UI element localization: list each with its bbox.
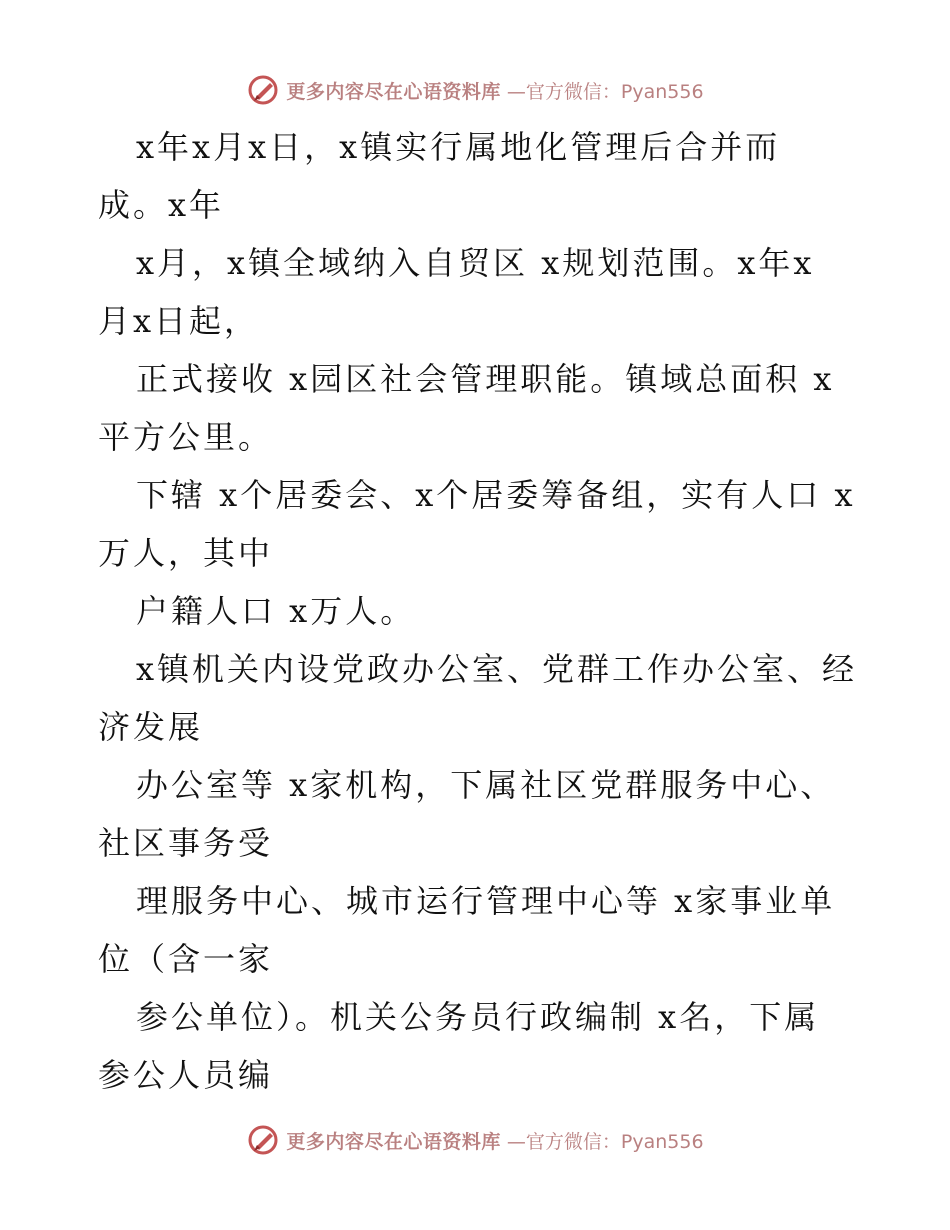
- text-line: x镇机关内设党政办公室、党群工作办公室、经: [136, 650, 858, 688]
- text-line: 办公室等 x家机构，下属社区党群服务中心、: [136, 766, 836, 804]
- text-line: 成。x年: [98, 186, 225, 224]
- pen-logo-icon: [246, 1123, 280, 1157]
- text-line: 社区事务受: [98, 824, 274, 862]
- text-line: 万人，其中: [98, 534, 274, 572]
- document-body: [98, 118, 858, 1104]
- text-line: 户籍人口 x万人。: [136, 592, 416, 630]
- text-line: 正式接收 x园区社会管理职能。镇域总面积 x: [136, 360, 835, 398]
- text-line: 济发展: [98, 708, 204, 746]
- pen-logo-icon: [246, 73, 280, 107]
- text-line: 下辖 x个居委会、x个居委筹备组，实有人口 x: [136, 476, 856, 514]
- watermark-brand: 更多内容尽在心语资料库: [286, 1130, 501, 1153]
- watermark-wechat: —官方微信：Pyan556: [506, 80, 704, 103]
- text-line: 位（含一家: [98, 940, 274, 978]
- text-line: x月，x镇全域纳入自贸区 x规划范围。x年x: [136, 244, 815, 282]
- watermark-wechat: —官方微信：Pyan556: [506, 1130, 704, 1153]
- text-line: 理服务中心、城市运行管理中心等 x家事业单: [136, 882, 836, 920]
- text-line: 参公人员编: [98, 1056, 274, 1094]
- text-line: 参公单位）。机关公务员行政编制 x名，下属: [136, 998, 820, 1036]
- text-line: x年x月x日，x镇实行属地化管理后合并而: [136, 128, 781, 166]
- header-watermark: [0, 70, 950, 110]
- text-line: 月x日起，: [98, 302, 260, 340]
- footer-watermark: [0, 1120, 950, 1160]
- watermark-brand: 更多内容尽在心语资料库: [286, 80, 501, 103]
- text-line: 平方公里。: [98, 418, 274, 456]
